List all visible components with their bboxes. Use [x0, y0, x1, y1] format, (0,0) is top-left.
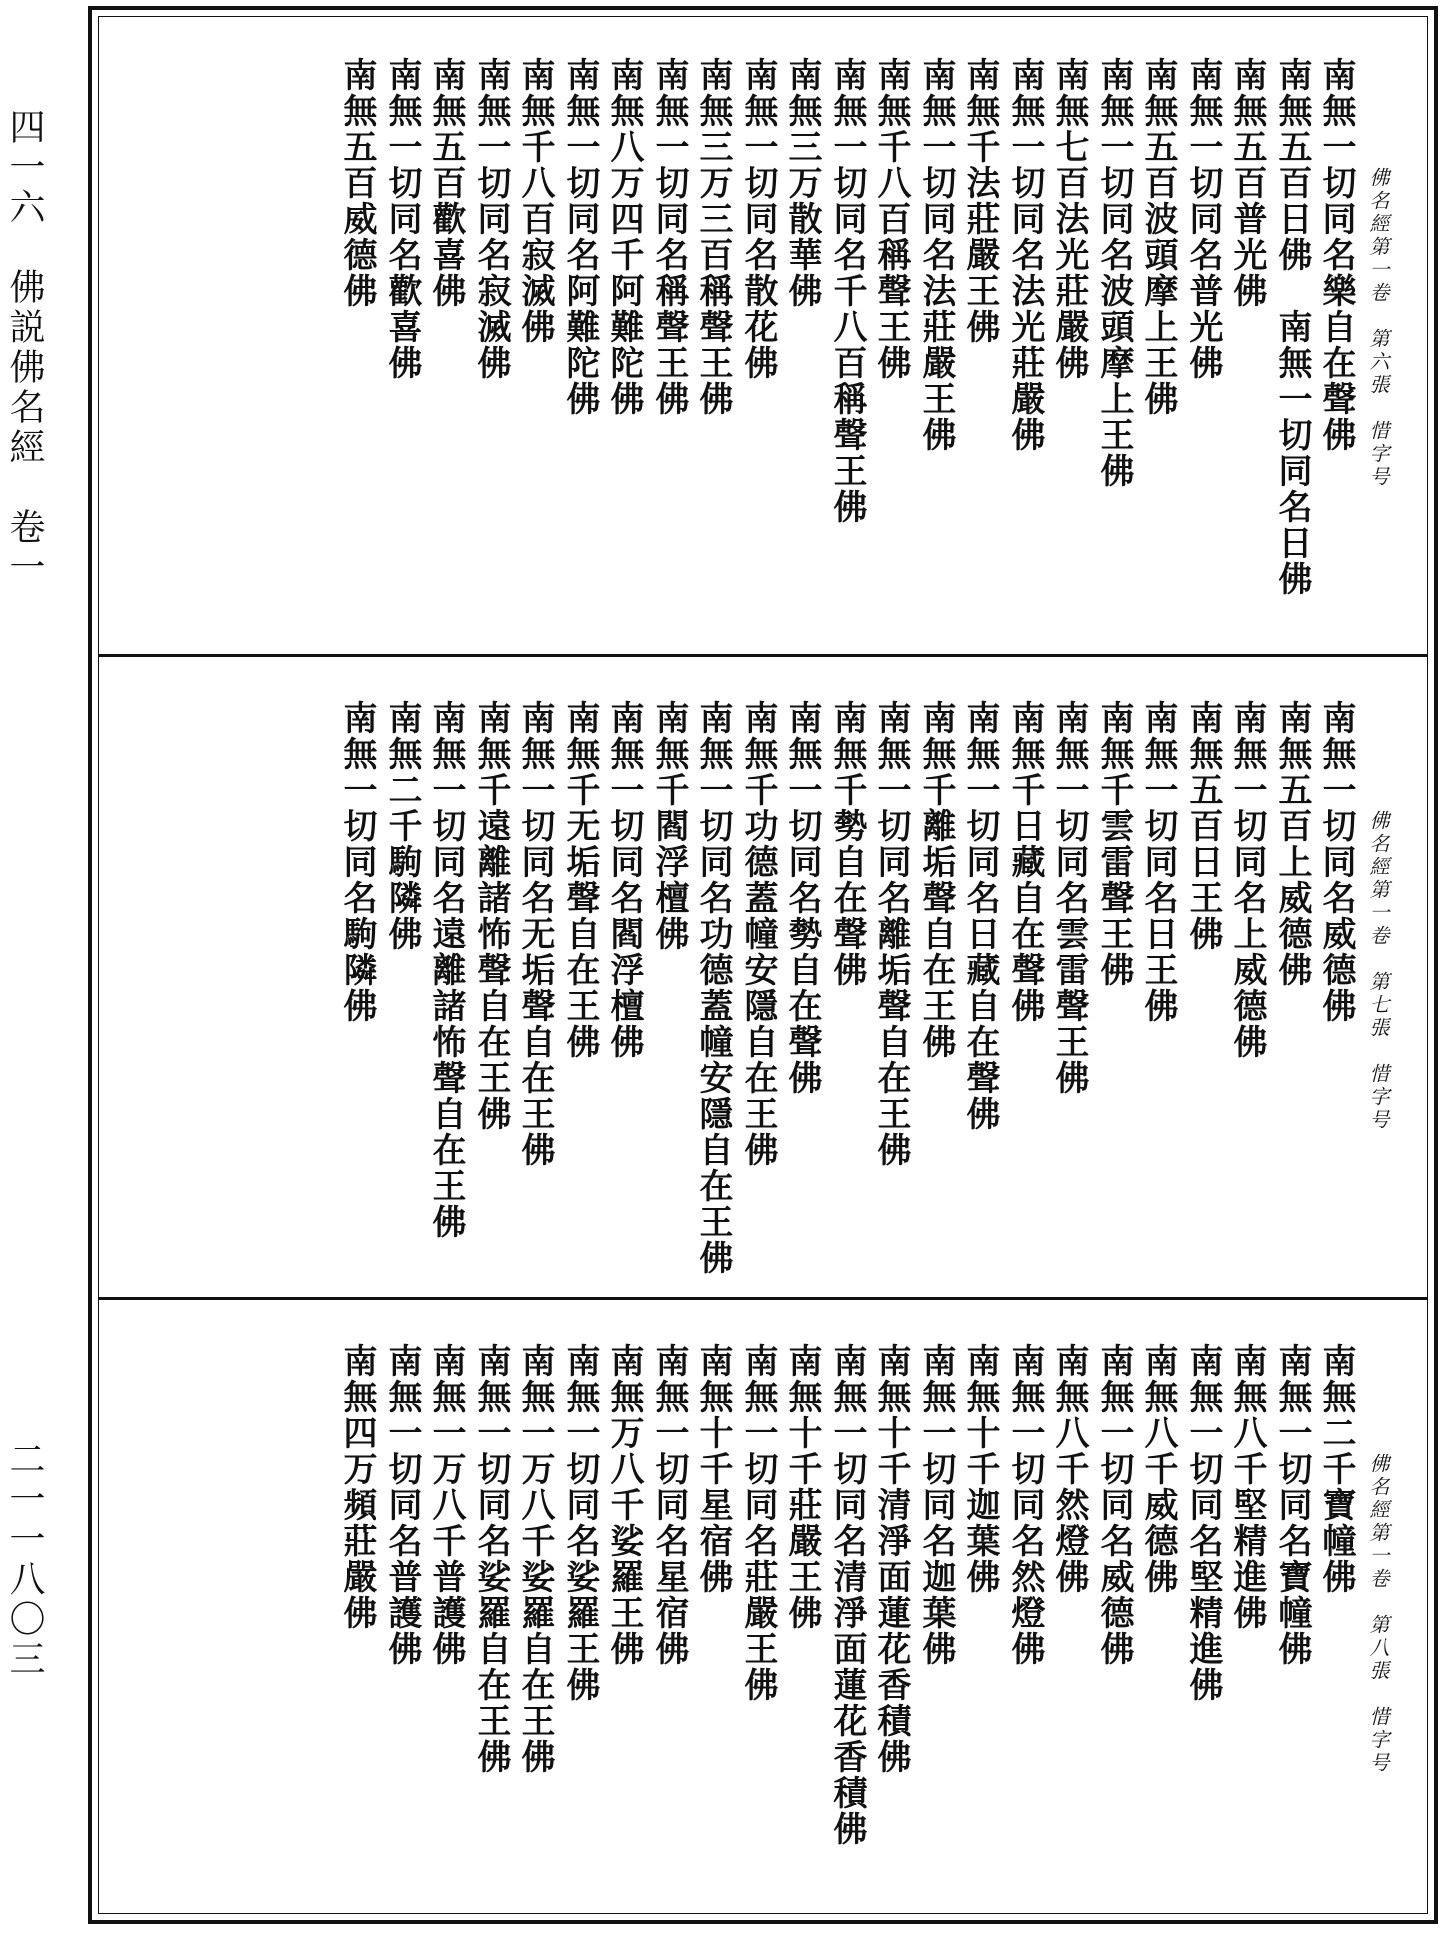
buddha-name-column: 南無一切同名普護佛	[382, 1343, 422, 1667]
buddha-name-column: 南無一切同名威德佛	[1094, 1343, 1134, 1667]
buddha-name-column: 南無五百日王佛	[1183, 700, 1223, 952]
buddha-name-column: 南無一切同名迦葉佛	[916, 1343, 956, 1667]
buddha-name-column: 南無一切同名樂自在聲佛	[1316, 57, 1356, 453]
buddha-name-column: 南無一万八千娑羅自在王佛	[515, 1343, 555, 1775]
page-number: 二一一八〇三	[4, 1440, 45, 1680]
marginal-note: 佛名經第一卷 第七張 惜字号	[1366, 810, 1390, 1132]
buddha-name-column: 南無一切同名日藏自在聲佛	[960, 700, 1000, 1132]
register-middle	[99, 660, 1427, 1300]
buddha-name-column: 南無千八百稱聲王佛	[871, 57, 911, 381]
buddha-name-column: 南無十千清淨面蓮花香積佛	[871, 1343, 911, 1775]
buddha-name-column: 南無八千然燈佛	[1049, 1343, 1089, 1595]
buddha-name-column: 南無千日藏自在聲佛	[1005, 700, 1045, 1024]
buddha-name-column: 南無千功德蓋幢安隱自在王佛	[738, 700, 778, 1168]
buddha-name-column: 南無一切同名堅精進佛	[1183, 1343, 1223, 1703]
buddha-name-column: 南無千勢自在聲佛	[827, 700, 867, 988]
buddha-name-column: 南無一切同名遠離諸怖聲自在王佛	[426, 700, 466, 1240]
buddha-name-column: 南無三万散華佛	[782, 57, 822, 309]
buddha-name-column: 南無万八千娑羅王佛	[604, 1343, 644, 1667]
buddha-name-column: 南無二千寶幢佛	[1316, 1343, 1356, 1595]
buddha-name-column: 南無一切同名星宿佛	[649, 1343, 689, 1667]
buddha-name-column: 南無千雲雷聲王佛	[1094, 700, 1134, 988]
buddha-name-column: 南無五百普光佛	[1227, 57, 1267, 309]
buddha-name-column: 南無一切同名離垢聲自在王佛	[871, 700, 911, 1168]
buddha-name-column: 南無一切同名功德蓋幢安隱自在王佛	[693, 700, 733, 1276]
buddha-name-column: 南無一切同名勢自在聲佛	[782, 700, 822, 1096]
buddha-name-column: 南無一切同名千八百稱聲王佛	[827, 57, 867, 525]
marginal-note: 佛名經第一卷 第八張 惜字号	[1366, 1453, 1390, 1775]
buddha-name-column: 南無千離垢聲自在王佛	[916, 700, 956, 1060]
buddha-name-column: 南無八千威德佛	[1138, 1343, 1178, 1595]
buddha-name-column: 南無一切同名法莊嚴王佛	[916, 57, 956, 453]
buddha-name-column: 南無千八百寂滅佛	[515, 57, 555, 345]
buddha-name-column: 南無一切同名无垢聲自在王佛	[515, 700, 555, 1168]
buddha-name-column: 南無五百波頭摩上王佛	[1138, 57, 1178, 417]
buddha-name-column: 南無一切同名散花佛	[738, 57, 778, 381]
buddha-name-column: 南無千閻浮檀佛	[649, 700, 689, 952]
page-frame	[88, 6, 1438, 1924]
register-top	[99, 17, 1427, 657]
buddha-name-column: 南無四万頻莊嚴佛	[337, 1343, 377, 1631]
buddha-name-column: 南無一切同名稱聲王佛	[649, 57, 689, 417]
buddha-name-column: 南無二千駒隣佛	[382, 700, 422, 952]
buddha-name-column: 南無十千星宿佛	[693, 1343, 733, 1595]
buddha-name-column: 南無一切同名清淨面蓮花香積佛	[827, 1343, 867, 1847]
buddha-name-column: 南無一切同名娑羅王佛	[560, 1343, 600, 1703]
buddha-name-column: 南無一切同名波頭摩上王佛	[1094, 57, 1134, 489]
buddha-name-column: 南無一切同名然燈佛	[1005, 1343, 1045, 1667]
buddha-name-column: 南無一切同名莊嚴王佛	[738, 1343, 778, 1703]
buddha-name-column: 南無一切同名閻浮檀佛	[604, 700, 644, 1060]
buddha-name-column: 南無三万三百稱聲王佛	[693, 57, 733, 417]
buddha-name-column: 南無千遠離諸怖聲自在王佛	[471, 700, 511, 1132]
page-edge-title: 四一六 佛説佛名經 卷一	[4, 108, 45, 588]
buddha-name-column: 南無五百威德佛	[337, 57, 377, 309]
buddha-name-column: 南無七百法光莊嚴佛	[1049, 57, 1089, 381]
buddha-name-column: 南無一切同名法光莊嚴佛	[1005, 57, 1045, 453]
buddha-name-column: 南無一切同名寂滅佛	[471, 57, 511, 381]
buddha-name-column: 南無一切同名雲雷聲王佛	[1049, 700, 1089, 1096]
buddha-name-column: 南無五百歡喜佛	[426, 57, 466, 309]
buddha-name-column: 南無一切同名歡喜佛	[382, 57, 422, 381]
buddha-name-column: 南無千法莊嚴王佛	[960, 57, 1000, 345]
buddha-name-column: 南無十千莊嚴王佛	[782, 1343, 822, 1631]
buddha-name-column: 南無五百上威德佛	[1272, 700, 1312, 988]
buddha-name-column: 南無十千迦葉佛	[960, 1343, 1000, 1595]
buddha-name-column: 南無一切同名寶幢佛	[1272, 1343, 1312, 1667]
buddha-name-column: 南無一切同名普光佛	[1183, 57, 1223, 381]
buddha-name-column: 南無一切同名娑羅自在王佛	[471, 1343, 511, 1775]
buddha-name-column: 南無千无垢聲自在王佛	[560, 700, 600, 1060]
buddha-name-column: 南無一切同名阿難陀佛	[560, 57, 600, 417]
buddha-name-column: 南無一切同名日王佛	[1138, 700, 1178, 1024]
buddha-name-column: 南無一切同名駒隣佛	[337, 700, 377, 1024]
frame-inner-border	[98, 16, 1428, 1914]
buddha-name-column: 南無一切同名上威德佛	[1227, 700, 1267, 1060]
buddha-name-column: 南無五百日佛 南無一切同名日佛	[1272, 57, 1312, 597]
register-bottom	[99, 1303, 1427, 1923]
buddha-name-column: 南無八千堅精進佛	[1227, 1343, 1267, 1631]
marginal-note: 佛名經第一卷 第六張 惜字号	[1366, 167, 1390, 489]
buddha-name-column: 南無八万四千阿難陀佛	[604, 57, 644, 417]
buddha-name-column: 南無一切同名威德佛	[1316, 700, 1356, 1024]
buddha-name-column: 南無一万八千普護佛	[426, 1343, 466, 1667]
